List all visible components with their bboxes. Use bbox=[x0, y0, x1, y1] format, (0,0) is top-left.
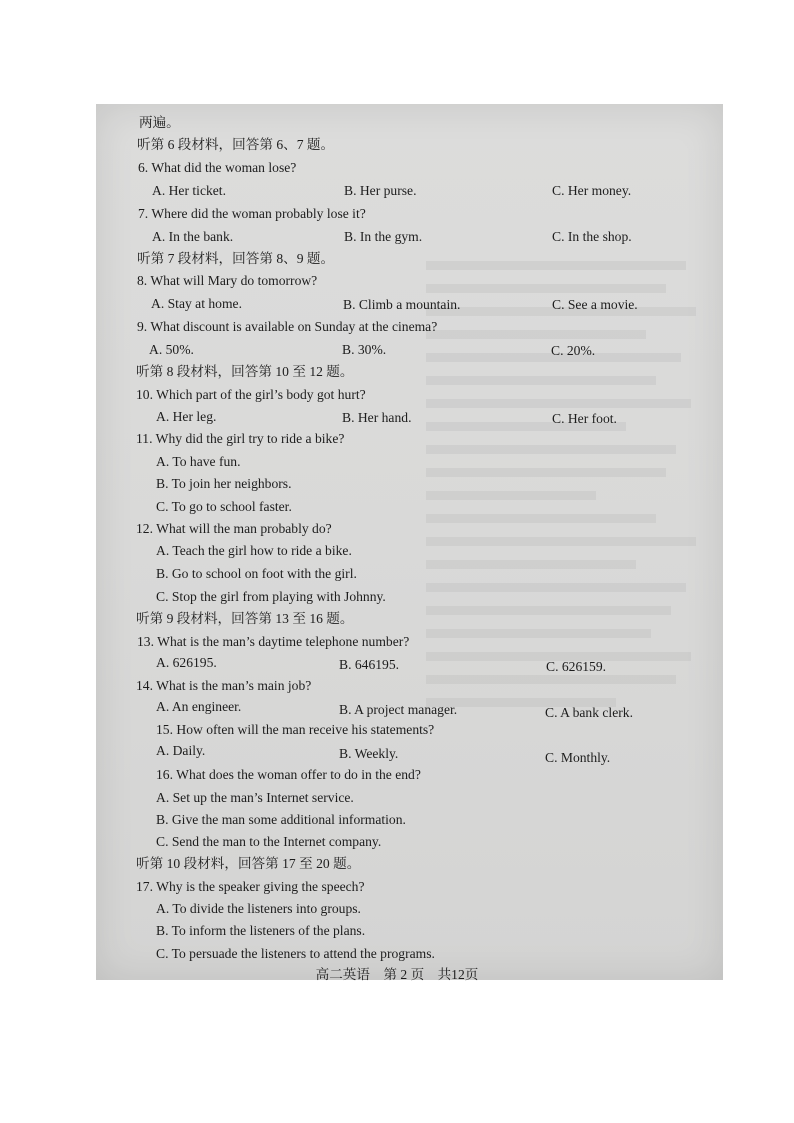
q12-option-b: B. Go to school on foot with the girl. bbox=[156, 566, 357, 581]
q13-option-a: A. 626195. bbox=[156, 655, 217, 670]
page-footer bbox=[0, 966, 794, 984]
q11-option-b: B. To join her neighbors. bbox=[156, 476, 292, 491]
intro-text: 两遍。 bbox=[139, 115, 180, 130]
q10-option-b: B. Her hand. bbox=[342, 410, 412, 425]
footer-total-pages: 共12页 bbox=[437, 967, 479, 982]
q8-option-c: C. See a movie. bbox=[552, 297, 638, 312]
q9-option-c: C. 20%. bbox=[551, 343, 596, 358]
q7-option-a: A. In the bank. bbox=[152, 229, 234, 244]
q7-option-b: B. In the gym. bbox=[344, 229, 423, 244]
q11-option-c: C. To go to school faster. bbox=[156, 499, 292, 514]
q6-option-b: B. Her purse. bbox=[344, 183, 417, 198]
q8-option-b: B. Climb a mountain. bbox=[343, 297, 461, 312]
footer-page-number: 第 2 页 bbox=[383, 967, 425, 982]
question-12: 12. What will the man probably do? bbox=[136, 521, 332, 536]
question-7: 7. Where did the woman probably lose it? bbox=[138, 206, 366, 221]
section-9-heading: 听第 9 段材料，回答第 13 至 16 题。 bbox=[136, 611, 354, 626]
question-17: 17. Why is the speaker giving the speech? bbox=[136, 879, 365, 894]
q16-option-c: C. Send the man to the Internet company. bbox=[156, 834, 382, 849]
q16-option-b: B. Give the man some additional information. bbox=[156, 812, 406, 827]
question-16: 16. What does the woman offer to do in the end? bbox=[156, 767, 421, 782]
question-9: 9. What discount is available on Sunday at the cinema? bbox=[137, 319, 438, 334]
q17-option-b: B. To inform the listeners of the plans. bbox=[156, 923, 366, 938]
q8-option-a: A. Stay at home. bbox=[151, 296, 242, 311]
q15-option-c: C. Monthly. bbox=[545, 750, 611, 765]
q7-option-c: C. In the shop. bbox=[552, 229, 632, 244]
question-13: 13. What is the man’s daytime telephone number? bbox=[137, 634, 410, 649]
q10-option-c: C. Her foot. bbox=[552, 411, 617, 426]
question-14: 14. What is the man’s main job? bbox=[136, 678, 312, 693]
q9-option-a: A. 50%. bbox=[149, 342, 194, 357]
q17-option-a: A. To divide the listeners into groups. bbox=[156, 901, 361, 916]
question-15: 15. How often will the man receive his statements? bbox=[156, 722, 435, 737]
q11-option-a: A. To have fun. bbox=[156, 454, 241, 469]
question-11: 11. Why did the girl try to ride a bike? bbox=[136, 431, 345, 446]
bleed-through-text bbox=[426, 254, 716, 714]
question-6: 6. What did the woman lose? bbox=[138, 160, 297, 175]
q12-option-c: C. Stop the girl from playing with Johnny. bbox=[156, 589, 386, 604]
q6-option-a: A. Her ticket. bbox=[152, 183, 226, 198]
q15-option-b: B. Weekly. bbox=[339, 746, 399, 761]
q10-option-a: A. Her leg. bbox=[156, 409, 217, 424]
q14-option-b: B. A project manager. bbox=[339, 702, 458, 717]
section-6-heading: 听第 6 段材料，回答第 6、7 题。 bbox=[137, 137, 335, 152]
section-7-heading: 听第 7 段材料，回答第 8、9 题。 bbox=[137, 251, 335, 266]
section-8-heading: 听第 8 段材料，回答第 10 至 12 题。 bbox=[136, 364, 354, 379]
q6-option-c: C. Her money. bbox=[552, 183, 632, 198]
question-8: 8. What will Mary do tomorrow? bbox=[137, 273, 318, 288]
section-10-heading: 听第 10 段材料，回答第 17 至 20 题。 bbox=[136, 856, 361, 871]
question-10: 10. Which part of the girl’s body got hurt? bbox=[136, 387, 366, 402]
q14-option-c: C. A bank clerk. bbox=[545, 705, 633, 720]
q15-option-a: A. Daily. bbox=[156, 743, 206, 758]
q13-option-b: B. 646195. bbox=[339, 657, 400, 672]
q13-option-c: C. 626159. bbox=[546, 659, 607, 674]
footer-subject: 高二英语 bbox=[315, 967, 370, 982]
q9-option-b: B. 30%. bbox=[342, 342, 387, 357]
q17-option-c: C. To persuade the listeners to attend the programs. bbox=[156, 946, 435, 961]
q14-option-a: A. An engineer. bbox=[156, 699, 242, 714]
q16-option-a: A. Set up the man’s Internet service. bbox=[156, 790, 354, 805]
q12-option-a: A. Teach the girl how to ride a bike. bbox=[156, 543, 352, 558]
